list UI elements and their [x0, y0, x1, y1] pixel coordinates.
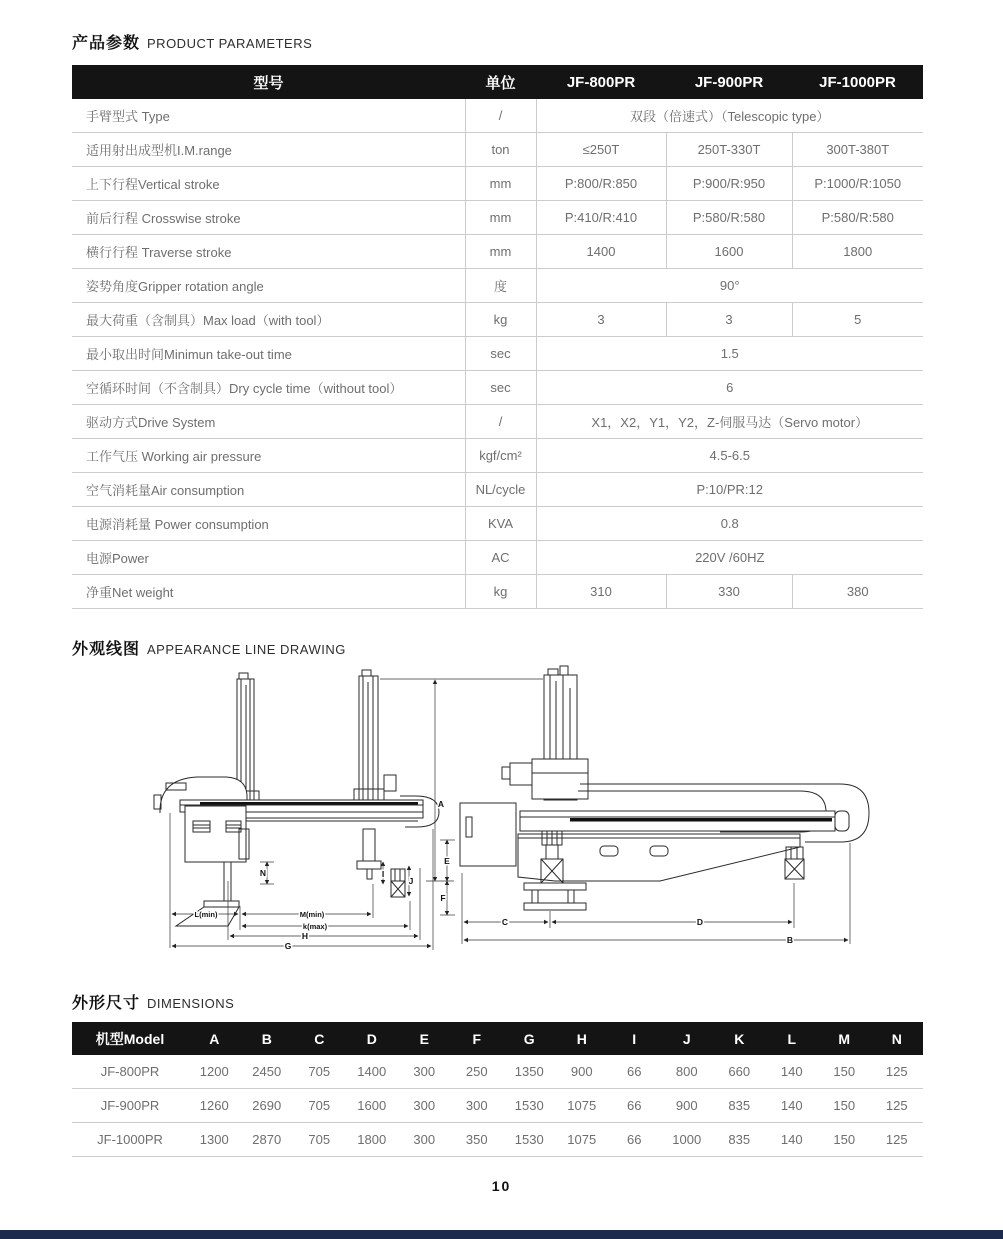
param-value: P:10/PR:12	[536, 473, 923, 507]
param-value: 1400	[536, 235, 666, 269]
param-value: P:1000/R:1050	[792, 167, 923, 201]
dims-value: 835	[713, 1089, 766, 1123]
dims-value: 2690	[241, 1089, 294, 1123]
table-row	[72, 99, 923, 133]
dim-label-d: D	[696, 917, 704, 927]
table-row	[72, 439, 923, 473]
param-value: P:800/R:850	[536, 167, 666, 201]
param-label: 前后行程 Crosswise stroke	[72, 201, 465, 235]
param-unit: 度	[465, 269, 536, 303]
param-unit: NL/cycle	[465, 473, 536, 507]
drawing-section-title	[72, 636, 346, 659]
dims-value: 1075	[556, 1123, 609, 1157]
table-row	[72, 575, 923, 609]
dim-label-j: J	[408, 876, 414, 886]
param-value: 90°	[536, 269, 923, 303]
dims-value: 140	[766, 1055, 819, 1089]
param-value: 300T-380T	[792, 133, 923, 167]
table-row	[72, 371, 923, 405]
table-row	[72, 1123, 923, 1157]
product-parameters-table	[72, 65, 923, 609]
param-unit: /	[465, 99, 536, 133]
dims-header-b: B	[241, 1022, 294, 1055]
dims-value: 150	[818, 1055, 871, 1089]
dim-label-i: I	[381, 869, 385, 879]
table-row	[72, 507, 923, 541]
dims-header-m: M	[818, 1022, 871, 1055]
dims-value: 2450	[241, 1055, 294, 1089]
table-header-row	[72, 1022, 923, 1055]
dims-value: 350	[451, 1123, 504, 1157]
dims-value: 150	[818, 1089, 871, 1123]
param-value: 4.5-6.5	[536, 439, 923, 473]
param-label: 姿势角度Gripper rotation angle	[72, 269, 465, 303]
dim-label-b: B	[786, 935, 794, 945]
table-row	[72, 473, 923, 507]
dims-header-d: D	[346, 1022, 399, 1055]
dims-value: 1350	[503, 1055, 556, 1089]
param-unit: kgf/cm²	[465, 439, 536, 473]
param-value: 380	[792, 575, 923, 609]
param-label: 最小取出时间Minimun take-out time	[72, 337, 465, 371]
param-label: 净重Net weight	[72, 575, 465, 609]
dim-label-h: H	[301, 931, 309, 941]
dims-value: 1075	[556, 1089, 609, 1123]
front-view-drawing	[154, 670, 439, 926]
dims-model: JF-1000PR	[72, 1123, 188, 1157]
table-row	[72, 303, 923, 337]
dim-label-e: E	[444, 856, 450, 866]
dims-value: 300	[398, 1089, 451, 1123]
param-value: ≤250T	[536, 133, 666, 167]
col-header-jf900pr: JF-900PR	[666, 65, 792, 99]
dim-label-c: C	[501, 917, 509, 927]
param-unit: kg	[465, 303, 536, 337]
dims-value: 705	[293, 1089, 346, 1123]
dims-header-a: A	[188, 1022, 241, 1055]
dims-header-k: K	[713, 1022, 766, 1055]
dim-label-k-max: k(max)	[302, 922, 328, 931]
dims-value: 66	[608, 1055, 661, 1089]
dims-model: JF-800PR	[72, 1055, 188, 1089]
dims-header-n: N	[871, 1022, 924, 1055]
dims-value: 1260	[188, 1089, 241, 1123]
param-label: 横行行程 Traverse stroke	[72, 235, 465, 269]
table-row	[72, 269, 923, 303]
parameters-section-title	[72, 30, 312, 53]
dims-value: 1530	[503, 1089, 556, 1123]
col-header-jf1000pr: JF-1000PR	[792, 65, 923, 99]
param-value: 3	[536, 303, 666, 337]
parameters-title-zh: 产品参数	[72, 35, 141, 52]
dims-value: 300	[451, 1089, 504, 1123]
table-row	[72, 201, 923, 235]
dims-model: JF-900PR	[72, 1089, 188, 1123]
dim-label-m-min: M(min)	[299, 910, 325, 919]
dims-value: 125	[871, 1123, 924, 1157]
param-label: 空气消耗量Air consumption	[72, 473, 465, 507]
table-header-row	[72, 65, 923, 99]
table-row	[72, 235, 923, 269]
dims-value: 900	[661, 1089, 714, 1123]
param-value: 6	[536, 371, 923, 405]
page-number: 10	[491, 1178, 512, 1194]
param-unit: sec	[465, 371, 536, 405]
dims-value: 1000	[661, 1123, 714, 1157]
param-unit: mm	[465, 235, 536, 269]
col-header-model: 型号	[72, 65, 465, 99]
dims-header-c: C	[293, 1022, 346, 1055]
param-value: P:410/R:410	[536, 201, 666, 235]
dim-label-a: A	[437, 799, 445, 809]
dims-value: 1400	[346, 1055, 399, 1089]
dim-label-l-min: L(min)	[194, 910, 218, 919]
dim-label-n: N	[259, 868, 267, 878]
param-value: 3	[666, 303, 792, 337]
param-value: 5	[792, 303, 923, 337]
param-value: 1.5	[536, 337, 923, 371]
dims-value: 705	[293, 1123, 346, 1157]
dims-value: 2870	[241, 1123, 294, 1157]
dims-header-j: J	[661, 1022, 714, 1055]
dims-value: 660	[713, 1055, 766, 1089]
dims-header-g: G	[503, 1022, 556, 1055]
table-row	[72, 1089, 923, 1123]
dims-value: 140	[766, 1123, 819, 1157]
param-label: 驱动方式Drive System	[72, 405, 465, 439]
dimensions-section-title	[72, 990, 234, 1013]
dims-value: 1600	[346, 1089, 399, 1123]
drawing-title-zh: 外观线图	[72, 641, 141, 658]
table-row	[72, 541, 923, 575]
param-value: X1，X2，Y1，Y2，Z-伺服马达（Servo motor）	[536, 405, 923, 439]
col-header-unit: 单位	[465, 65, 536, 99]
param-label: 最大荷重（含制具）Max load（with tool）	[72, 303, 465, 337]
dims-header-e: E	[398, 1022, 451, 1055]
dims-header-l: L	[766, 1022, 819, 1055]
dim-label-f: F	[440, 893, 446, 903]
param-label: 工作气压 Working air pressure	[72, 439, 465, 473]
table-row	[72, 337, 923, 371]
col-header-jf800pr: JF-800PR	[536, 65, 666, 99]
param-value: 330	[666, 575, 792, 609]
param-label: 上下行程Vertical stroke	[72, 167, 465, 201]
dims-value: 125	[871, 1055, 924, 1089]
dim-label-g: G	[284, 941, 292, 951]
dims-value: 150	[818, 1123, 871, 1157]
dims-value: 1200	[188, 1055, 241, 1089]
dims-value: 1800	[346, 1123, 399, 1157]
param-unit: KVA	[465, 507, 536, 541]
dims-value: 66	[608, 1089, 661, 1123]
param-unit: kg	[465, 575, 536, 609]
drawing-title-en: APPEARANCE LINE DRAWING	[147, 642, 346, 657]
dimensions-table	[72, 1022, 923, 1157]
param-value: P:580/R:580	[666, 201, 792, 235]
param-value: 1800	[792, 235, 923, 269]
param-value: P:580/R:580	[792, 201, 923, 235]
param-value: 0.8	[536, 507, 923, 541]
footer-color-bar	[0, 1230, 1003, 1239]
param-value: 250T-330T	[666, 133, 792, 167]
param-value: 310	[536, 575, 666, 609]
dims-value: 300	[398, 1055, 451, 1089]
param-label: 电源消耗量 Power consumption	[72, 507, 465, 541]
dims-value: 1300	[188, 1123, 241, 1157]
param-value: P:900/R:950	[666, 167, 792, 201]
dims-value: 250	[451, 1055, 504, 1089]
dims-header-model: 机型Model	[72, 1022, 188, 1055]
param-unit: ton	[465, 133, 536, 167]
dims-value: 800	[661, 1055, 714, 1089]
dims-value: 1530	[503, 1123, 556, 1157]
side-view-drawing	[460, 666, 869, 910]
dims-value: 300	[398, 1123, 451, 1157]
table-row	[72, 133, 923, 167]
dims-value: 900	[556, 1055, 609, 1089]
param-unit: AC	[465, 541, 536, 575]
dims-value: 835	[713, 1123, 766, 1157]
param-unit: /	[465, 405, 536, 439]
param-label: 手臂型式 Type	[72, 99, 465, 133]
param-unit: mm	[465, 201, 536, 235]
param-value: 1600	[666, 235, 792, 269]
param-value: 双段（倍速式）（Telescopic type）	[536, 99, 923, 133]
table-row	[72, 1055, 923, 1089]
param-value: 220V /60HZ	[536, 541, 923, 575]
dims-value: 66	[608, 1123, 661, 1157]
dims-value: 140	[766, 1089, 819, 1123]
param-label: 适用射出成型机I.M.range	[72, 133, 465, 167]
param-label: 空循环时间（不含制具）Dry cycle time（without tool）	[72, 371, 465, 405]
param-unit: sec	[465, 337, 536, 371]
parameters-title-en: PRODUCT PARAMETERS	[147, 36, 313, 51]
dims-header-i: I	[608, 1022, 661, 1055]
dimensions-title-zh: 外形尺寸	[72, 995, 141, 1012]
param-label: 电源Power	[72, 541, 465, 575]
dims-value: 705	[293, 1055, 346, 1089]
dims-header-f: F	[451, 1022, 504, 1055]
dims-header-h: H	[556, 1022, 609, 1055]
param-unit: mm	[465, 167, 536, 201]
table-row	[72, 405, 923, 439]
table-row	[72, 167, 923, 201]
dimensions-title-en: DIMENSIONS	[147, 996, 235, 1011]
dims-value: 125	[871, 1089, 924, 1123]
appearance-line-drawing	[100, 663, 900, 963]
